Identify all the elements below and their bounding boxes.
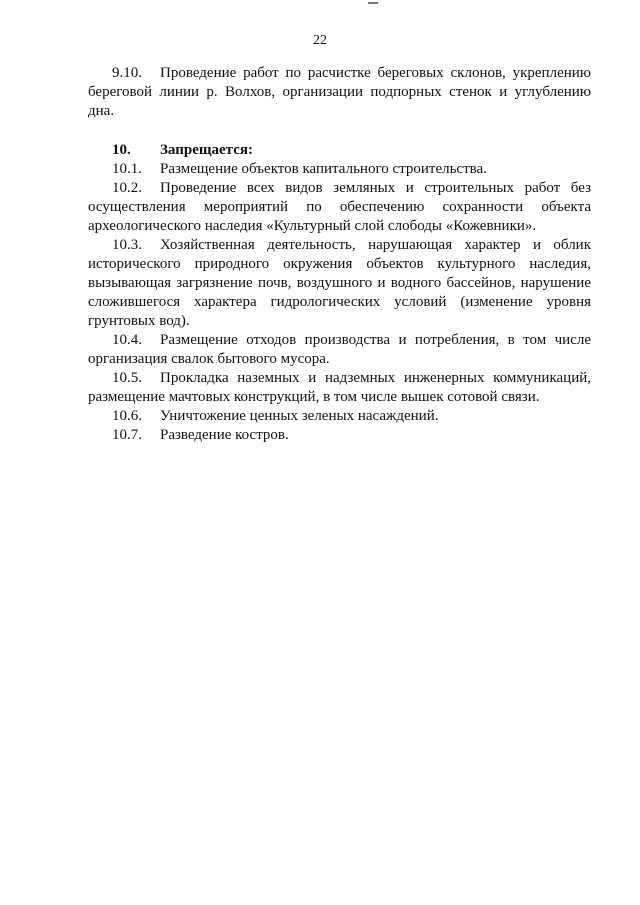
item-text: Уничтожение ценных зеленых насаждений. [160,408,439,424]
item-text: Проведение всех видов земляных и строительных работ без осуществления мероприятий по обеспечению сохранности объекта археологического наследия «Культурный слой слободы «Кожевники». [88,180,591,234]
item-text: Размещение отходов производства и потребления, в том числе организация свалок бытового мусора. [88,332,591,367]
item-10-4 [88,331,591,369]
paragraph-number: 9.10. [112,65,142,81]
item-number: 10.1. [112,161,142,177]
paragraph-9-10 [88,64,591,121]
item-number: 10.6. [112,408,142,424]
section-heading [88,141,591,160]
document-body [88,64,591,445]
item-text: Разведение костров. [160,427,289,443]
item-number: 10.5. [112,370,142,386]
item-10-2 [88,179,591,236]
item-10-7 [88,426,591,445]
item-number: 10.2. [112,180,142,196]
scan-artifact [368,2,378,4]
item-number: 10.7. [112,427,142,443]
page-number: 22 [313,33,327,48]
item-10-6 [88,407,591,426]
item-10-3 [88,236,591,331]
item-number: 10.4. [112,332,142,348]
section-title: Запрещается: [160,142,254,158]
paragraph-text: Проведение работ по расчистке береговых склонов, укреплению береговой линии р. Волхов, организации подпорных стенок и углублению дна. [88,65,591,119]
item-text: Хозяйственная деятельность, нарушающая характер и облик исторического природного окружения объектов культурного наследия, вызывающая загрязнение почв, воздушного и водного бассейнов, нарушение сложившегося характера гидрологических условий (изменение уровня грунтовых вод). [88,237,591,329]
item-10-5 [88,369,591,407]
item-text: Размещение объектов капитального строительства. [160,161,487,177]
item-number: 10.3. [112,237,142,253]
section-number: 10. [112,142,131,158]
item-10-1 [88,160,591,179]
item-text: Прокладка наземных и надземных инженерных коммуникаций, размещение мачтовых конструкций, в том числе вышек сотовой связи. [88,370,591,405]
